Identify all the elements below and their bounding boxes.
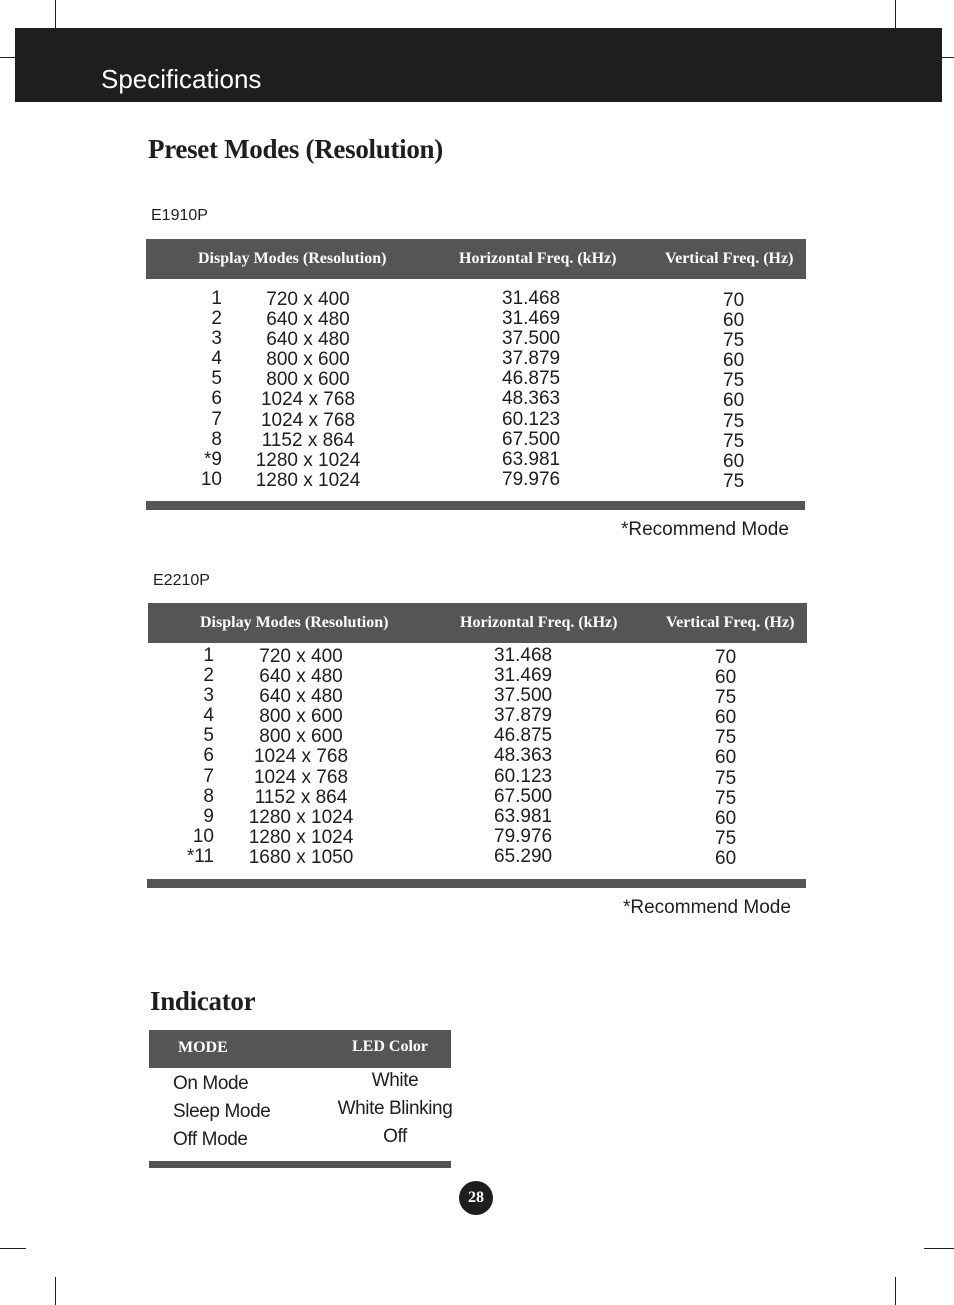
table-cell: 75: [723, 410, 745, 432]
table-cell: 1280 x 1024: [255, 469, 361, 491]
table-cell: 1680 x 1050: [248, 846, 354, 868]
indicator-mode: Off Mode: [173, 1129, 248, 1150]
indicator-led-color: Off: [383, 1126, 407, 1147]
table-cell: 6: [203, 745, 214, 767]
table-cell: 70: [723, 290, 745, 311]
crop-mark: [55, 1277, 56, 1305]
table-cell: 1152 x 864: [254, 786, 348, 808]
table-cell: 67.500: [494, 785, 553, 807]
table-cell: 75: [715, 827, 737, 849]
table-cell: 5: [211, 368, 222, 390]
recommend-mode-note: *Recommend Mode: [621, 519, 789, 540]
table-cell: 800 x 600: [259, 706, 343, 728]
table-cell: 75: [715, 767, 737, 789]
table-cell: 65.290: [494, 845, 553, 867]
table-cell: *9: [204, 448, 222, 470]
column-header-mode: MODE: [178, 1039, 228, 1056]
indicator-title: Indicator: [150, 986, 256, 1016]
table-cell: 800 x 600: [259, 726, 343, 748]
crop-mark: [0, 57, 15, 58]
table-cell: 79.976: [494, 825, 553, 847]
table-cell: 48.363: [502, 388, 561, 410]
table-cell: 1024 x 768: [260, 389, 356, 411]
table-cell: 5: [203, 725, 214, 747]
table-cell: 60.123: [494, 765, 553, 787]
mode-number-column: [180, 289, 222, 490]
table-cell: 60: [715, 807, 737, 829]
table-cell: 1024 x 768: [260, 409, 356, 431]
table-cell: 720 x 400: [266, 289, 350, 310]
table-cell: 2: [203, 665, 214, 687]
column-header-display-modes: Display Modes (Resolution): [198, 250, 387, 267]
indicator-mode-column: [173, 1070, 270, 1154]
table-cell: 1280 x 1024: [248, 826, 354, 848]
mode-number-column: [172, 646, 214, 867]
table-cell: 1: [203, 645, 214, 666]
column-header-vertical-freq: Vertical Freq. (Hz): [665, 250, 794, 267]
table-cell: 800 x 600: [266, 349, 350, 371]
table-cell: 31.469: [494, 665, 553, 687]
table-cell: 7: [203, 765, 214, 787]
table-cell: 1: [211, 288, 222, 309]
table-cell: 79.976: [502, 468, 561, 490]
table-cell: 3: [203, 685, 214, 707]
crop-mark: [895, 1277, 896, 1305]
indicator-led-column: [332, 1067, 458, 1151]
vertical-freq-column: [715, 648, 755, 869]
table-bottom-bar: [147, 879, 806, 888]
table-cell: 10: [192, 825, 214, 847]
column-header-display-modes: Display Modes (Resolution): [200, 614, 389, 631]
table-cell: 1280 x 1024: [255, 449, 361, 471]
table-cell: 60: [715, 847, 737, 869]
table-cell: 800 x 600: [266, 369, 350, 391]
table-cell: 60: [723, 450, 745, 472]
table-cell: 48.363: [494, 745, 553, 767]
table-cell: 60: [715, 667, 737, 689]
horizontal-freq-column: [494, 646, 574, 867]
table-bottom-bar: [146, 501, 805, 510]
table-cell: 4: [211, 348, 222, 370]
table-cell: 63.981: [494, 805, 553, 827]
horizontal-freq-column: [502, 289, 582, 490]
page-number: 28: [459, 1181, 493, 1215]
table-cell: 1152 x 864: [261, 429, 355, 451]
table-cell: 75: [723, 470, 745, 492]
indicator-led-color: White: [371, 1070, 419, 1091]
table-cell: 75: [715, 787, 737, 809]
table-cell: 60: [723, 310, 745, 332]
table-cell: 60: [723, 390, 745, 412]
table-cell: 640 x 480: [259, 686, 343, 708]
table-cell: 75: [715, 727, 737, 749]
table-cell: 37.879: [494, 705, 553, 727]
table-cell: 60.123: [502, 408, 561, 430]
table-cell: 75: [723, 370, 745, 392]
table-cell: 60: [715, 747, 737, 769]
table-cell: *11: [186, 845, 214, 867]
table-cell: 75: [723, 330, 745, 352]
table-cell: 75: [723, 430, 745, 452]
table-cell: 640 x 480: [266, 329, 350, 351]
table-cell: 10: [200, 468, 222, 490]
table-header: [146, 239, 806, 279]
model-label: E2210P: [153, 572, 210, 589]
column-header-horizontal-freq: Horizontal Freq. (kHz): [460, 614, 618, 631]
table-cell: 8: [211, 428, 222, 450]
table-cell: 6: [211, 388, 222, 410]
table-cell: 63.981: [502, 448, 561, 470]
table-cell: 640 x 480: [259, 666, 343, 688]
indicator-mode: On Mode: [173, 1073, 249, 1094]
column-header-led-color: LED Color: [352, 1038, 428, 1055]
table-cell: 1280 x 1024: [248, 806, 354, 828]
table-cell: 67.500: [502, 428, 561, 450]
table-cell: 46.875: [494, 725, 553, 747]
preset-modes-title: Preset Modes (Resolution): [148, 134, 443, 164]
table-cell: 1024 x 768: [253, 766, 349, 788]
crop-mark: [0, 1248, 26, 1249]
table-cell: 9: [203, 805, 214, 827]
table-cell: 4: [203, 705, 214, 727]
table-cell: 31.468: [494, 645, 553, 666]
table-cell: 720 x 400: [259, 646, 343, 667]
crop-mark: [924, 1248, 954, 1249]
model-label: E1910P: [151, 207, 208, 224]
table-cell: 60: [723, 350, 745, 372]
table-cell: 37.500: [502, 328, 561, 350]
column-header-vertical-freq: Vertical Freq. (Hz): [666, 614, 795, 631]
table-cell: 1024 x 768: [253, 746, 349, 768]
vertical-freq-column: [723, 291, 763, 492]
table-cell: 46.875: [502, 368, 561, 390]
table-cell: 31.469: [502, 308, 561, 330]
table-cell: 8: [203, 785, 214, 807]
column-header-horizontal-freq: Horizontal Freq. (kHz): [459, 250, 617, 267]
table-cell: 37.879: [502, 348, 561, 370]
crop-mark: [895, 0, 896, 28]
indicator-table-header: [149, 1030, 451, 1068]
indicator-led-color: White Blinking: [337, 1098, 453, 1119]
recommend-mode-note: *Recommend Mode: [623, 897, 791, 918]
table-cell: 640 x 480: [266, 309, 350, 331]
resolution-column: [238, 290, 378, 491]
indicator-bottom-bar: [149, 1161, 451, 1168]
header-bar: [15, 28, 942, 102]
table-cell: 7: [211, 408, 222, 430]
indicator-mode: Sleep Mode: [173, 1101, 271, 1122]
table-cell: 31.468: [502, 288, 561, 309]
table-cell: 2: [211, 308, 222, 330]
table-cell: 60: [715, 707, 737, 729]
header-title: Specifications: [101, 64, 262, 94]
table-header: [148, 603, 807, 643]
crop-mark: [55, 0, 56, 28]
table-cell: 3: [211, 328, 222, 350]
table-cell: 70: [715, 647, 737, 668]
table-cell: 75: [715, 687, 737, 709]
resolution-column: [231, 647, 371, 868]
table-cell: 37.500: [494, 685, 553, 707]
crop-mark: [942, 57, 954, 58]
